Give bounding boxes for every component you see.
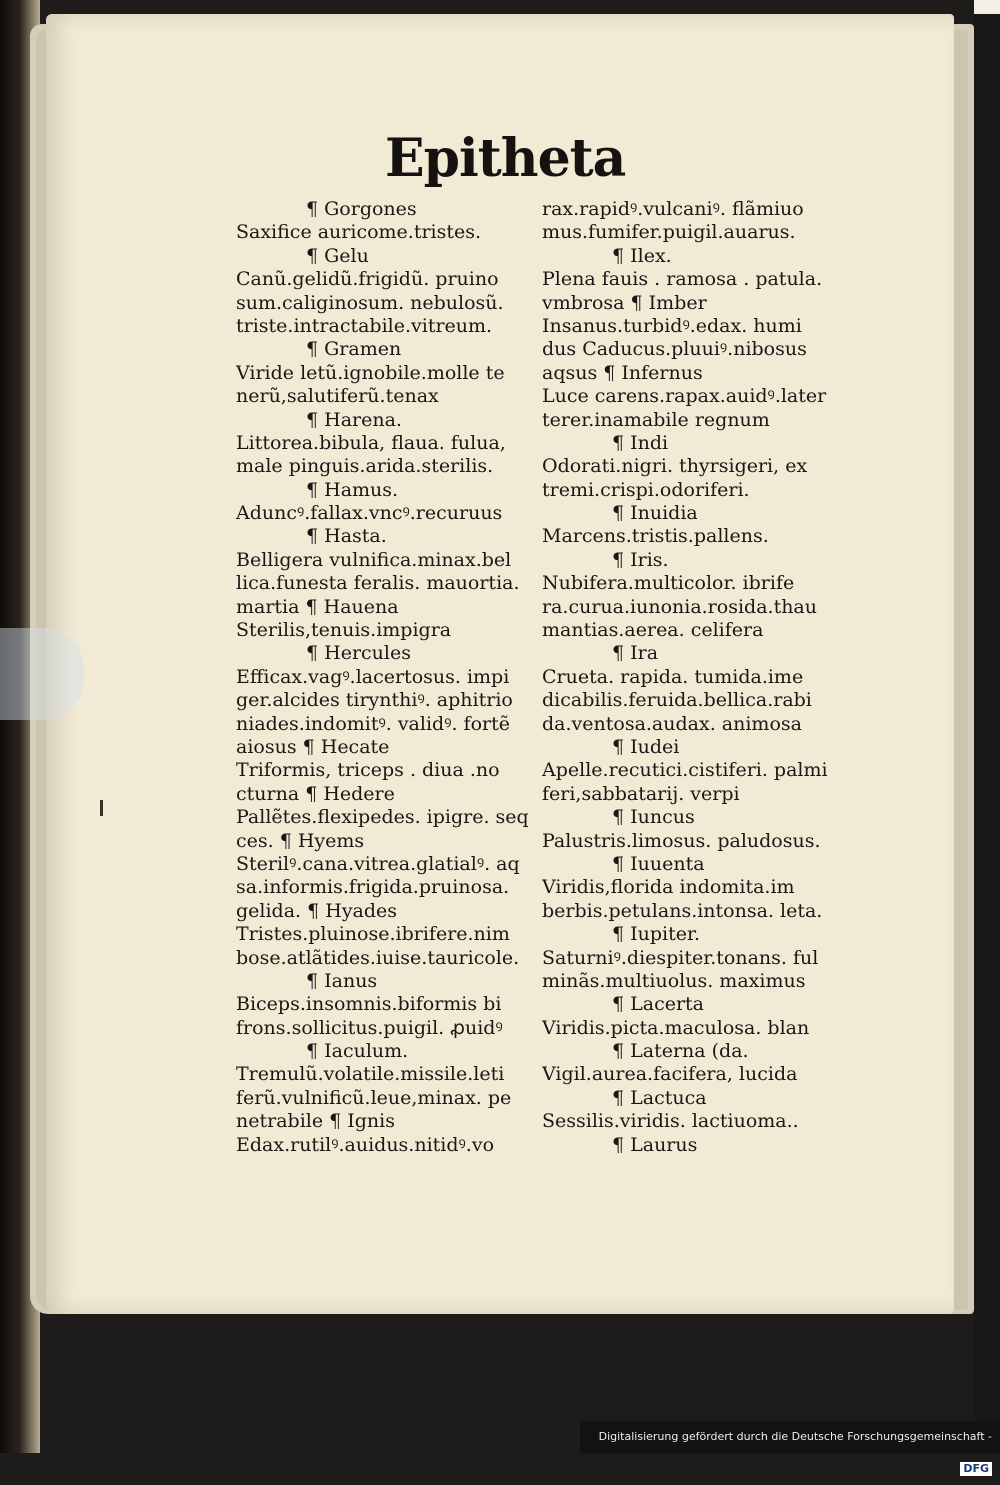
- margin-mark: [100, 800, 103, 816]
- text-line: sum.caliginosum. nebulosũ.: [236, 291, 504, 314]
- entry-heading: ¶ Ilex.: [612, 244, 672, 267]
- text-line: frons.sollicitus.puigil. ꝓuidꝰ: [236, 1016, 503, 1039]
- page-title: Epitheta: [385, 128, 626, 189]
- entry-heading: ¶ Iudei: [612, 735, 680, 758]
- text-line: nerũ,salutiferũ.tenax: [236, 385, 439, 408]
- text-line: vmbrosa ¶ Imber: [542, 291, 707, 314]
- text-line: sa.informis.frigida.pruinosa.: [236, 876, 510, 899]
- text-line: Luce carens.rapax.auidꝰ.later: [542, 385, 827, 408]
- entry-heading: ¶ Iupiter.: [612, 923, 701, 946]
- text-line: Tremulũ.volatile.missile.leti: [236, 1063, 505, 1086]
- text-line: feri,sabbatarij. verpi: [542, 782, 740, 805]
- text-line: Efficax.vagꝰ.lacertosus. impi: [236, 665, 510, 688]
- left-text-column: [236, 198, 531, 1157]
- text-line: Marcens.tristis.pallens.: [542, 525, 769, 548]
- text-line: Sterilꝰ.cana.vitrea.glatialꝰ. aq: [236, 852, 520, 875]
- text-line: Edax.rutilꝰ.auidus.nitidꝰ.vo: [236, 1133, 495, 1156]
- text-line: Viridis,florida indomita.im: [542, 876, 795, 899]
- entry-heading: ¶ Laterna (da.: [612, 1040, 749, 1063]
- text-line: Viride letũ.ignobile.molle te: [236, 361, 505, 384]
- text-line: Canũ.gelidũ.frigidũ. pruino: [236, 268, 499, 291]
- text-line: triste.intractabile.vitreum.: [236, 314, 493, 337]
- right-text-column: [542, 198, 842, 1157]
- text-line: Insanus.turbidꝰ.edax. humi: [542, 314, 802, 337]
- text-line: Sessilis.viridis. lactiuoma..: [542, 1110, 799, 1133]
- text-line: male pinguis.arida.sterilis.: [236, 455, 494, 478]
- text-line: Littorea.bibula, flaua. fulua,: [236, 431, 506, 454]
- text-line: Biceps.insomnis.biformis bi: [236, 993, 502, 1016]
- entry-heading: ¶ Hamus.: [306, 478, 399, 501]
- text-line: aiosus ¶ Hecate: [236, 735, 390, 758]
- entry-heading: ¶ Ianus: [306, 969, 378, 992]
- text-line: lica.funesta feralis. mauortia.: [236, 572, 520, 595]
- text-line: minãs.multiuolus. maximus: [542, 969, 806, 992]
- text-line: Vigil.aurea.facifera, lucida: [542, 1063, 798, 1086]
- footer-text: Digitalisierung gefördert durch die Deutsche Forschungsgemeinschaft -: [598, 1430, 992, 1443]
- text-line: Belligera vulnifica.minax.bel: [236, 548, 512, 571]
- plastic-clip: [0, 628, 84, 720]
- entry-heading: ¶ Iaculum.: [306, 1040, 409, 1063]
- text-line: Nubifera.multicolor. ibrife: [542, 572, 795, 595]
- text-line: ferũ.vulnificũ.leue,minax. pe: [236, 1086, 512, 1109]
- text-line: Crueta. rapida. tumida.ime: [542, 665, 804, 688]
- entry-heading: ¶ Iuncus: [612, 806, 695, 829]
- text-line: bose.atlãtides.iuise.tauricole.: [236, 946, 520, 969]
- text-line: da.ventosa.audax. animosa: [542, 712, 802, 735]
- text-line: Odorati.nigri. thyrsigeri, ex: [542, 455, 808, 478]
- text-line: Saturniꝰ.diespiter.tonans. ful: [542, 946, 819, 969]
- text-line: Sterilis,tenuis.impigra: [236, 619, 452, 642]
- text-line: aqsus ¶ Infernus: [542, 361, 703, 384]
- text-line: Pallẽtes.flexipedes. ipigre. seq: [236, 806, 529, 829]
- entry-heading: ¶ Gelu: [306, 244, 369, 267]
- entry-heading: ¶ Indi: [612, 431, 669, 454]
- text-line: berbis.petulans.intonsa. leta.: [542, 899, 823, 922]
- text-line: dicabilis.feruida.bellica.rabi: [542, 689, 812, 712]
- text-line: ra.curua.iunonia.rosida.thau: [542, 595, 817, 618]
- text-line: ger.alcides tirynthiꝰ. aphitrio: [236, 689, 513, 712]
- entry-heading: ¶ Iris.: [612, 548, 669, 571]
- text-line: Apelle.recutici.cistiferi. palmi: [542, 759, 828, 782]
- entry-heading: ¶ Laurus: [612, 1133, 698, 1156]
- text-line: terer.inamabile regnum: [542, 408, 770, 431]
- entry-heading: ¶ Hasta.: [306, 525, 387, 548]
- text-line: Saxifice auricome.tristes.: [236, 221, 482, 244]
- text-line: dus Caducus.pluuiꝰ.nibosus: [542, 338, 807, 361]
- entry-heading: ¶ Ira: [612, 642, 659, 665]
- text-line: Palustris.limosus. paludosus.: [542, 829, 821, 852]
- entry-heading: ¶ Inuidia: [612, 502, 698, 525]
- text-line: Aduncꝰ.fallax.vncꝰ.recuruus: [236, 502, 503, 525]
- entry-heading: ¶ Lactuca: [612, 1086, 707, 1109]
- text-line: gelida. ¶ Hyades: [236, 899, 398, 922]
- entry-heading: ¶ Gramen: [306, 338, 402, 361]
- entry-heading: ¶ Gorgones: [306, 198, 417, 220]
- color-tab: [974, 0, 1000, 14]
- text-line: cturna ¶ Hedere: [236, 782, 395, 805]
- footer-banner: [580, 1421, 1000, 1475]
- text-line: ces. ¶ Hyems: [236, 829, 365, 852]
- text-line: Viridis.picta.maculosa. blan: [542, 1016, 810, 1039]
- text-line: mantias.aerea. celifera: [542, 619, 764, 642]
- entry-heading: ¶ Lacerta: [612, 993, 705, 1016]
- text-line: netrabile ¶ Ignis: [236, 1110, 395, 1133]
- dfg-logo: DFG: [960, 1462, 992, 1476]
- text-line: niades.indomitꝰ. validꝰ. fortẽ: [236, 712, 510, 735]
- text-line: Plena fauis . ramosa . patula.: [542, 268, 823, 291]
- text-line: Tristes.pluinose.ibrifere.nim: [236, 923, 510, 946]
- text-line: martia ¶ Hauena: [236, 595, 399, 618]
- text-line: Triformis, triceps . diua .no: [236, 759, 500, 782]
- entry-heading: ¶ Hercules: [306, 642, 411, 665]
- entry-heading: ¶ Iuuenta: [612, 852, 705, 875]
- right-edge: [974, 0, 1000, 1453]
- text-line: rax.rapidꝰ.vulcaniꝰ. flãmiuo: [542, 198, 804, 220]
- text-line: mus.fumifer.puigil.auarus.: [542, 221, 796, 244]
- entry-heading: ¶ Harena.: [306, 408, 402, 431]
- text-line: tremi.crispi.odoriferi.: [542, 478, 750, 501]
